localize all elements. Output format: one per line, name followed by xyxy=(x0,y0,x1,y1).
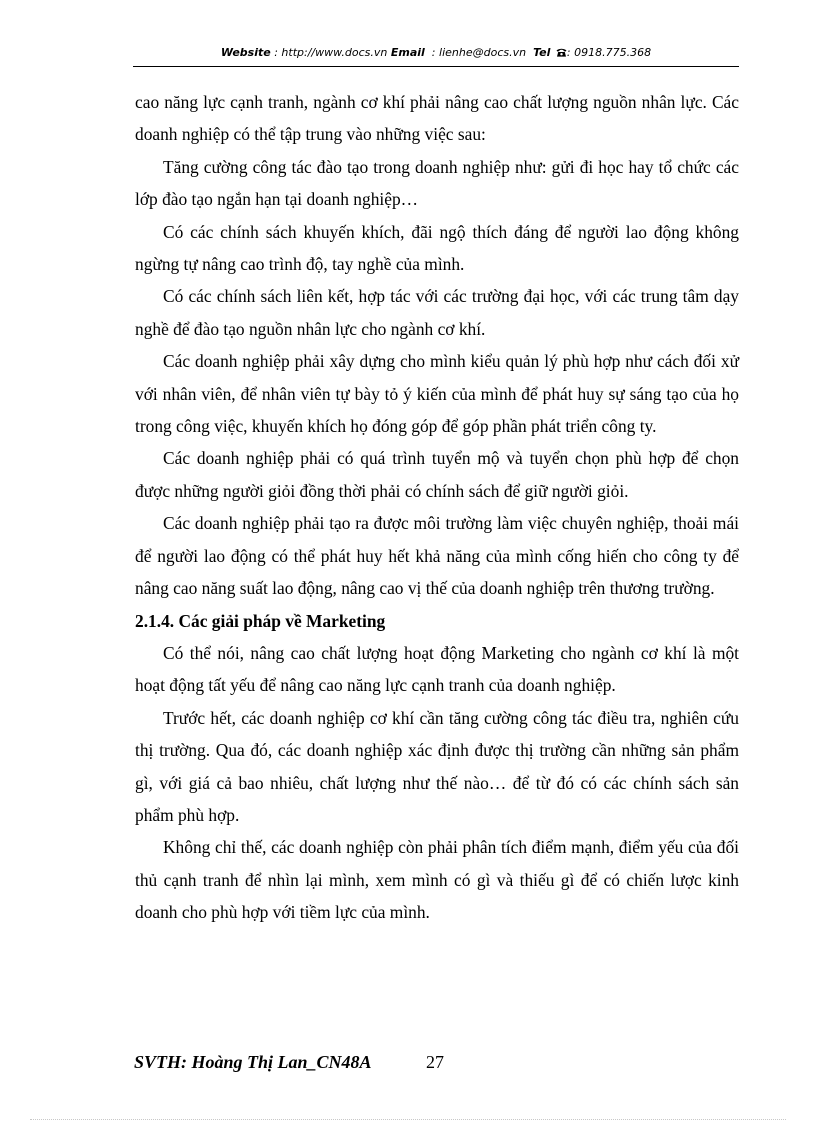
website-label: Website xyxy=(220,46,271,59)
paragraph: Không chỉ thế, các doanh nghiệp còn phải phân tích điểm mạnh, điểm yếu của đối thủ cạnh tranh để nhìn lại mình, xem mình có gì và thiếu gì để có chiến lược kinh doanh cho phù hợp với tiềm lực của mình. xyxy=(135,837,739,923)
document-body xyxy=(135,86,739,929)
email-label: Email xyxy=(390,46,425,59)
email-value: lienhe@docs.vn xyxy=(439,46,527,59)
paragraph: Có các chính sách liên kết, hợp tác với các trường đại học, với các trung tâm dạy nghề để đào tạo nguồn nhân lực cho ngành cơ khí. xyxy=(135,286,739,339)
paragraph: Có thể nói, nâng cao chất lượng hoạt động Marketing cho ngành cơ khí là một hoạt động tất yếu để nâng cao năng lực cạnh tranh của doanh nghiệp. xyxy=(135,642,739,696)
paragraph: Có các chính sách khuyến khích, đãi ngộ thích đáng để người lao động không ngừng tự nâng cao trình độ, tay nghề của mình. xyxy=(135,221,739,275)
paragraph: Các doanh nghiệp phải xây dựng cho mình kiểu quản lý phù hợp như cách đối xử với nhân viên, để nhân viên tự bày tỏ ý kiến của mình để phát huy sự sáng tạo của họ trong công việc, khuyến khích họ đóng góp để góp phần phát triển công ty. xyxy=(135,351,739,437)
page-bottom-divider xyxy=(30,1119,786,1120)
paragraph: Trước hết, các doanh nghiệp cơ khí cần tăng cường công tác điều tra, nghiên cứu thị trường. Qua đó, các doanh nghiệp xác định được thị trường cần những sản phẩm gì, với giá cả bao nhiêu, chất lượng như thế nào… để từ đó có các chính sách sản phẩm phù hợp. xyxy=(135,707,739,825)
paragraph: Tăng cường công tác đào tạo trong doanh nghiệp như: gửi đi học hay tổ chức các lớp đào tạo ngắn hạn tại doanh nghiệp… xyxy=(135,156,739,210)
paragraph: cao năng lực cạnh tranh, ngành cơ khí phải nâng cao chất lượng nguồn nhân lực. Các doanh nghiệp có thể tập trung vào những việc sau: xyxy=(135,92,739,145)
footer-author: SVTH: Hoàng Thị Lan_CN48A xyxy=(134,1052,372,1072)
paragraph: Các doanh nghiệp phải tạo ra được môi trường làm việc chuyên nghiệp, thoải mái để người lao động có thể phát huy hết khả năng của mình cống hiến cho công ty để nâng cao năng suất lao động, nâng cao vị thế của doanh nghiệp trên thương trường. xyxy=(135,513,739,599)
page-header: Website : http://www.docs.vn Email : lienhe@docs.vn Tel : 0918.775.368 xyxy=(220,46,652,59)
page-number: 27 xyxy=(426,1052,444,1072)
header-divider xyxy=(133,66,739,67)
tel-label: Tel xyxy=(533,46,551,59)
website-value: http://www.docs.vn xyxy=(281,46,388,59)
section-heading: 2.1.4. Các giải pháp về Marketing xyxy=(135,610,386,631)
tel-value: 0918.775.368 xyxy=(574,46,652,59)
telephone-icon xyxy=(556,47,567,56)
paragraph: Các doanh nghiệp phải có quá trình tuyển mộ và tuyển chọn phù hợp để chọn được những người giỏi đồng thời phải có chính sách để giữ người giỏi. xyxy=(135,448,739,501)
